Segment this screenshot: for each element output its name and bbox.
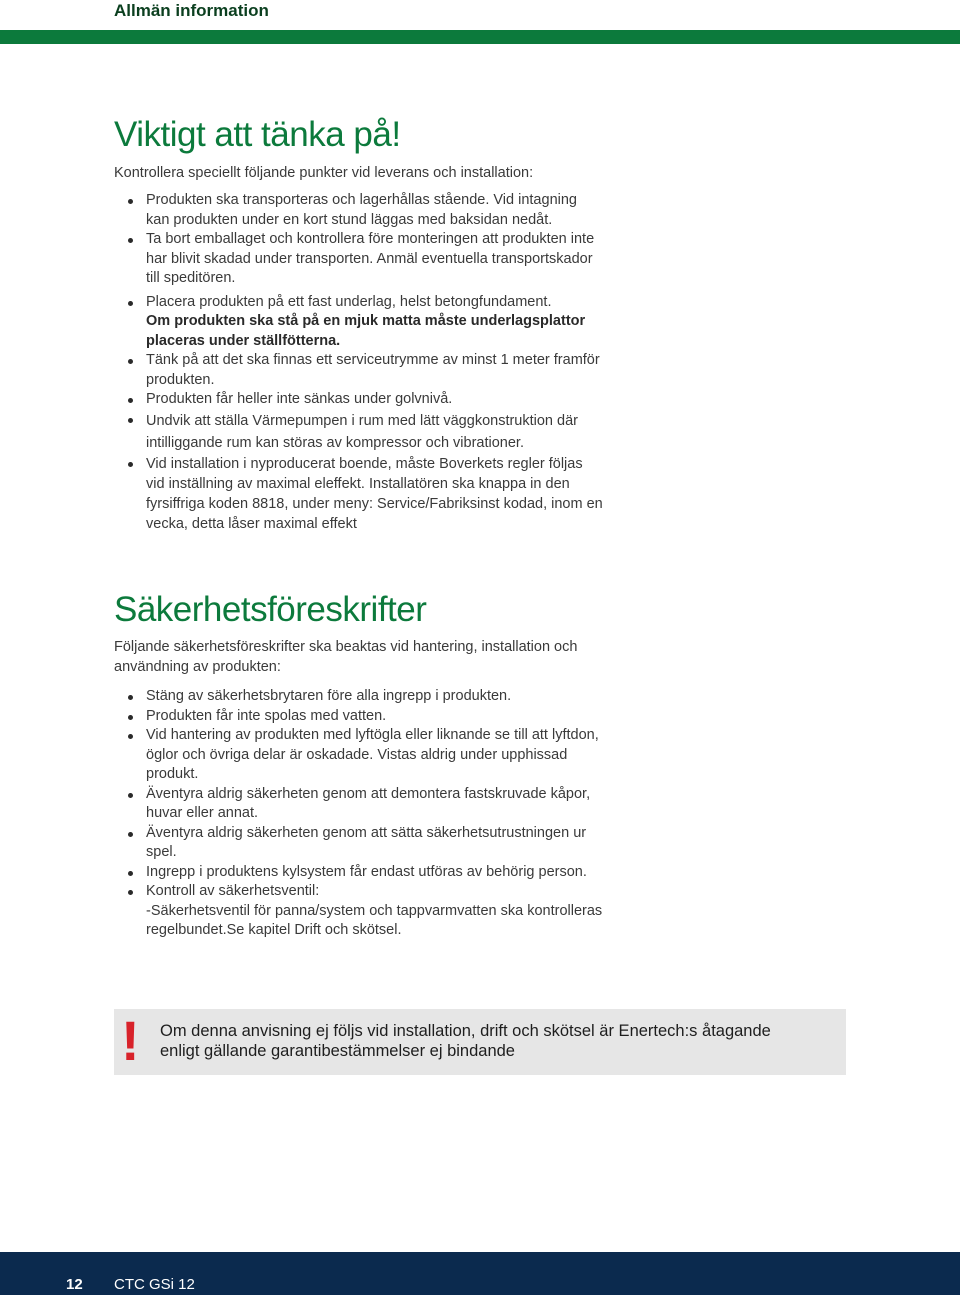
important-list — [114, 191, 604, 534]
intro-safety: Följande säkerhetsföreskrifter ska beaktas vid hantering, installation och användning av produkten: — [114, 639, 578, 675]
list-item: Undvik att ställa Värmepumpen i rum med lätt väggkonstruktion där intilliggande rum kan störas av kompressor och vibrationer. — [114, 410, 604, 454]
list-item: Produkten får heller inte sänkas under golvnivå. — [114, 390, 604, 410]
section-header-title: Allmän information — [114, 1, 269, 20]
list-item: Ta bort emballaget och kontrollera före monteringen att produkten inte har blivit skadad under transporten. Anmäl eventuella transportskador till speditören. — [114, 230, 604, 289]
list-item: Tänk på att det ska finnas ett serviceutrymme av minst 1 meter framför produkten. — [114, 351, 604, 390]
warning-box — [114, 1009, 846, 1075]
list-item: Produkten får inte spolas med vatten. — [114, 707, 604, 727]
list-item-continuation: -Säkerhetsventil för panna/system och tappvarmvatten ska kontrolleras regelbundet.Se kapitel Drift och skötsel. — [146, 902, 603, 938]
heading-important: Viktigt att tänka på! — [114, 115, 401, 154]
product-name: CTC GSi 12 — [114, 1276, 195, 1293]
list-item: Äventyra aldrig säkerheten genom att demontera fastskruvade kåpor, huvar eller annat. — [114, 785, 604, 824]
header-bar — [0, 30, 960, 44]
list-item-note: Om produkten ska stå på en mjuk matta måste underlagsplattor placeras under ställfötterna. — [146, 313, 586, 349]
list-item: Stäng av säkerhetsbrytaren före alla ingrepp i produkten. — [114, 687, 604, 707]
list-item: Produkten ska transporteras och lagerhållas stående. Vid intagning kan produkten under en kort stund läggas med baksidan nedåt. — [114, 191, 604, 230]
page-number: 12 — [66, 1276, 83, 1293]
list-item: Äventyra aldrig säkerheten genom att sätta säkerhetsutrustningen ur spel. — [114, 824, 604, 863]
list-item: Vid installation i nyproducerat boende, måste Boverkets regler följas vid inställning av maximal eleffekt. Installatören ska knappa in den fyrsiffriga koden 8818, under meny: Service/Fabriksinst kodad, inom en vecka, detta låser maximal effekt — [114, 454, 604, 534]
list-item: Kontroll av säkerhetsventil: — [114, 882, 604, 902]
list-item: Vid hantering av produkten med lyftögla eller liknande se till att lyftdon, öglor och övriga delar är oskadade. Vistas aldrig under upphissad produkt. — [114, 726, 604, 785]
intro-important: Kontrollera speciellt följande punkter vid leverans och installation: — [114, 165, 534, 181]
safety-list — [114, 687, 604, 941]
warning-text: Om denna anvisning ej följs vid installation, drift och skötsel är Enertech:s åtagande enligt gällande garantibestämmelser ej bindande — [160, 1022, 771, 1060]
list-item: Placera produkten på ett fast underlag, helst betongfundament. — [114, 293, 604, 313]
list-item: Ingrepp i produktens kylsystem får endast utföras av behörig person. — [114, 863, 604, 883]
heading-safety: Säkerhetsföreskrifter — [114, 590, 427, 629]
exclamation-icon: ! — [121, 1009, 140, 1072]
